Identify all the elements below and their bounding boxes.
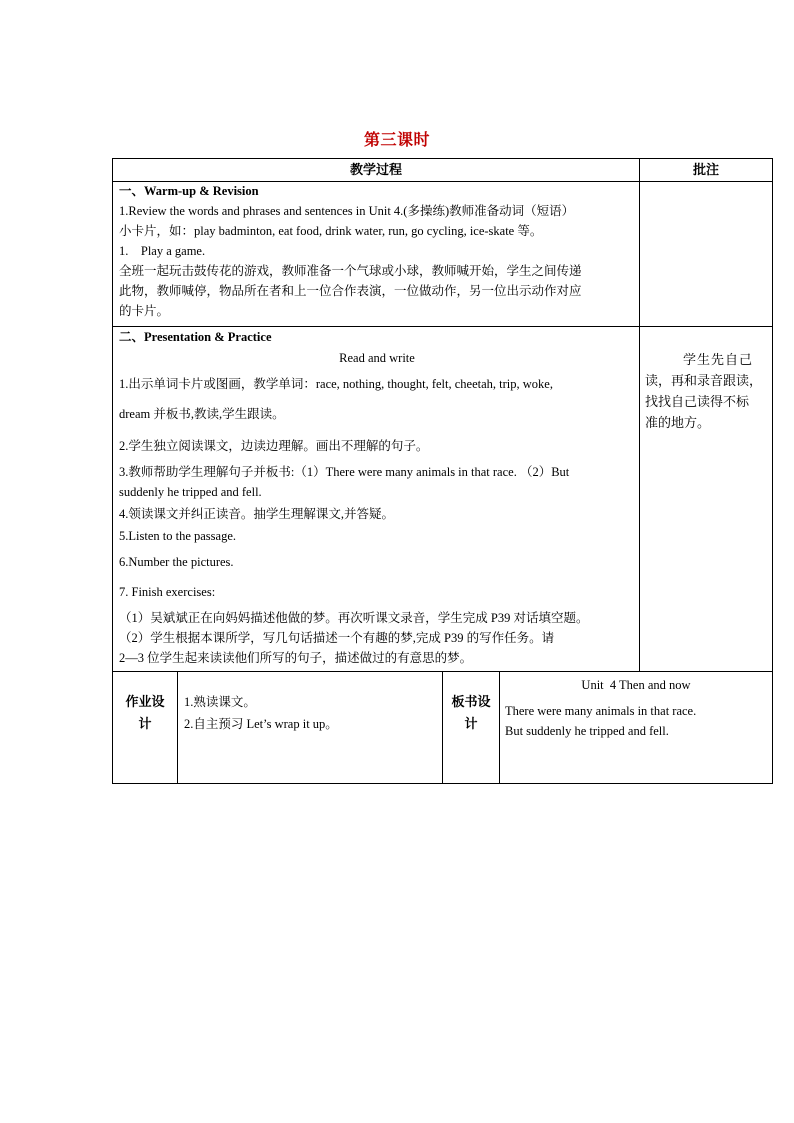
text-line: 2—3 位学生起来读读他们所写的句子，描述做过的有意思的梦。 [119, 651, 473, 665]
note-line: 读，再和录音跟读， [645, 373, 763, 388]
note-line: 准的地方。 [645, 415, 711, 430]
label-line: 计 [464, 716, 478, 731]
homework-label [113, 691, 177, 735]
text-line: 小卡片，如：play badminton, eat food, drink water, run, go cycling, ice-skate 等。 [119, 224, 543, 238]
board-content [505, 675, 767, 741]
notes-cell [645, 349, 769, 433]
section-heading: 一、Warm-up & Revision [119, 184, 259, 198]
text-line: 5.Listen to the passage. [119, 529, 236, 543]
text-line: 4.领读课文并纠正读音。抽学生理解课文,并答疑。 [119, 507, 395, 521]
homework-item: 2.自主预习 Let’s wrap it up。 [184, 717, 338, 731]
column-divider [499, 671, 500, 783]
board-line: But suddenly he tripped and fell. [505, 724, 669, 738]
section-subheading: Read and write [339, 351, 415, 365]
text-line: （1）吴斌斌正在向妈妈描述他做的梦。再次听课文录音，学生完成 P39 对话填空题。 [119, 611, 589, 625]
label-line: 作业设 [125, 694, 165, 709]
text-line: suddenly he tripped and fell. [119, 485, 262, 499]
section-heading: 二、Presentation & Practice [119, 330, 272, 344]
text-line: 7. Finish exercises: [119, 585, 216, 599]
text-line: 2.学生独立阅读课文，边读边理解。画出不理解的句子。 [119, 439, 429, 453]
text-line: 此物，教师喊停，物品所在者和上一位合作表演，一位做动作，另一位出示动作对应 [119, 284, 582, 298]
note-line: 学生先自己 [683, 352, 754, 367]
text-line: （2）学生根据本课所学，写几句话描述一个有趣的梦,完成 P39 的写作任务。请 [119, 631, 555, 645]
text-line: 1. Play a game. [119, 244, 206, 258]
board-label [443, 691, 499, 735]
section-warmup [119, 181, 635, 321]
header-process: 教学过程 [349, 162, 402, 177]
section-presentation [119, 327, 635, 668]
header-notes: 批注 [692, 162, 719, 177]
text-line: 6.Number the pictures. [119, 555, 234, 569]
page-title: 第三课时 [363, 132, 430, 149]
board-line: There were many animals in that race. [505, 704, 697, 718]
label-line: 板书设 [451, 694, 491, 709]
text-line: 1.Review the words and phrases and sentences in Unit 4.(多操练)教师准备动词（短语） [119, 204, 575, 218]
board-title: Unit 4 Then and now [581, 678, 691, 692]
column-divider [639, 159, 640, 671]
homework-item: 1.熟读课文。 [184, 695, 256, 709]
note-line: 找找自己读得不标 [645, 394, 750, 409]
homework-content [184, 691, 439, 735]
lesson-plan-table [112, 158, 773, 784]
text-line: 全班一起玩击鼓传花的游戏，教师准备一个气球或小球，教师喊开始，学生之间传递 [119, 264, 582, 278]
text-line: dream 并板书,教读,学生跟读。 [119, 407, 285, 421]
text-line: 1.出示单词卡片或图画，教学单词：race, nothing, thought, felt, cheetah, trip, woke, [119, 377, 553, 391]
text-line: 的卡片。 [119, 304, 170, 318]
text-line: 3.教师帮助学生理解句子并板书:（1）There were many animals in that race. （2）But [119, 465, 570, 479]
label-line: 计 [138, 716, 152, 731]
column-divider [177, 671, 178, 783]
